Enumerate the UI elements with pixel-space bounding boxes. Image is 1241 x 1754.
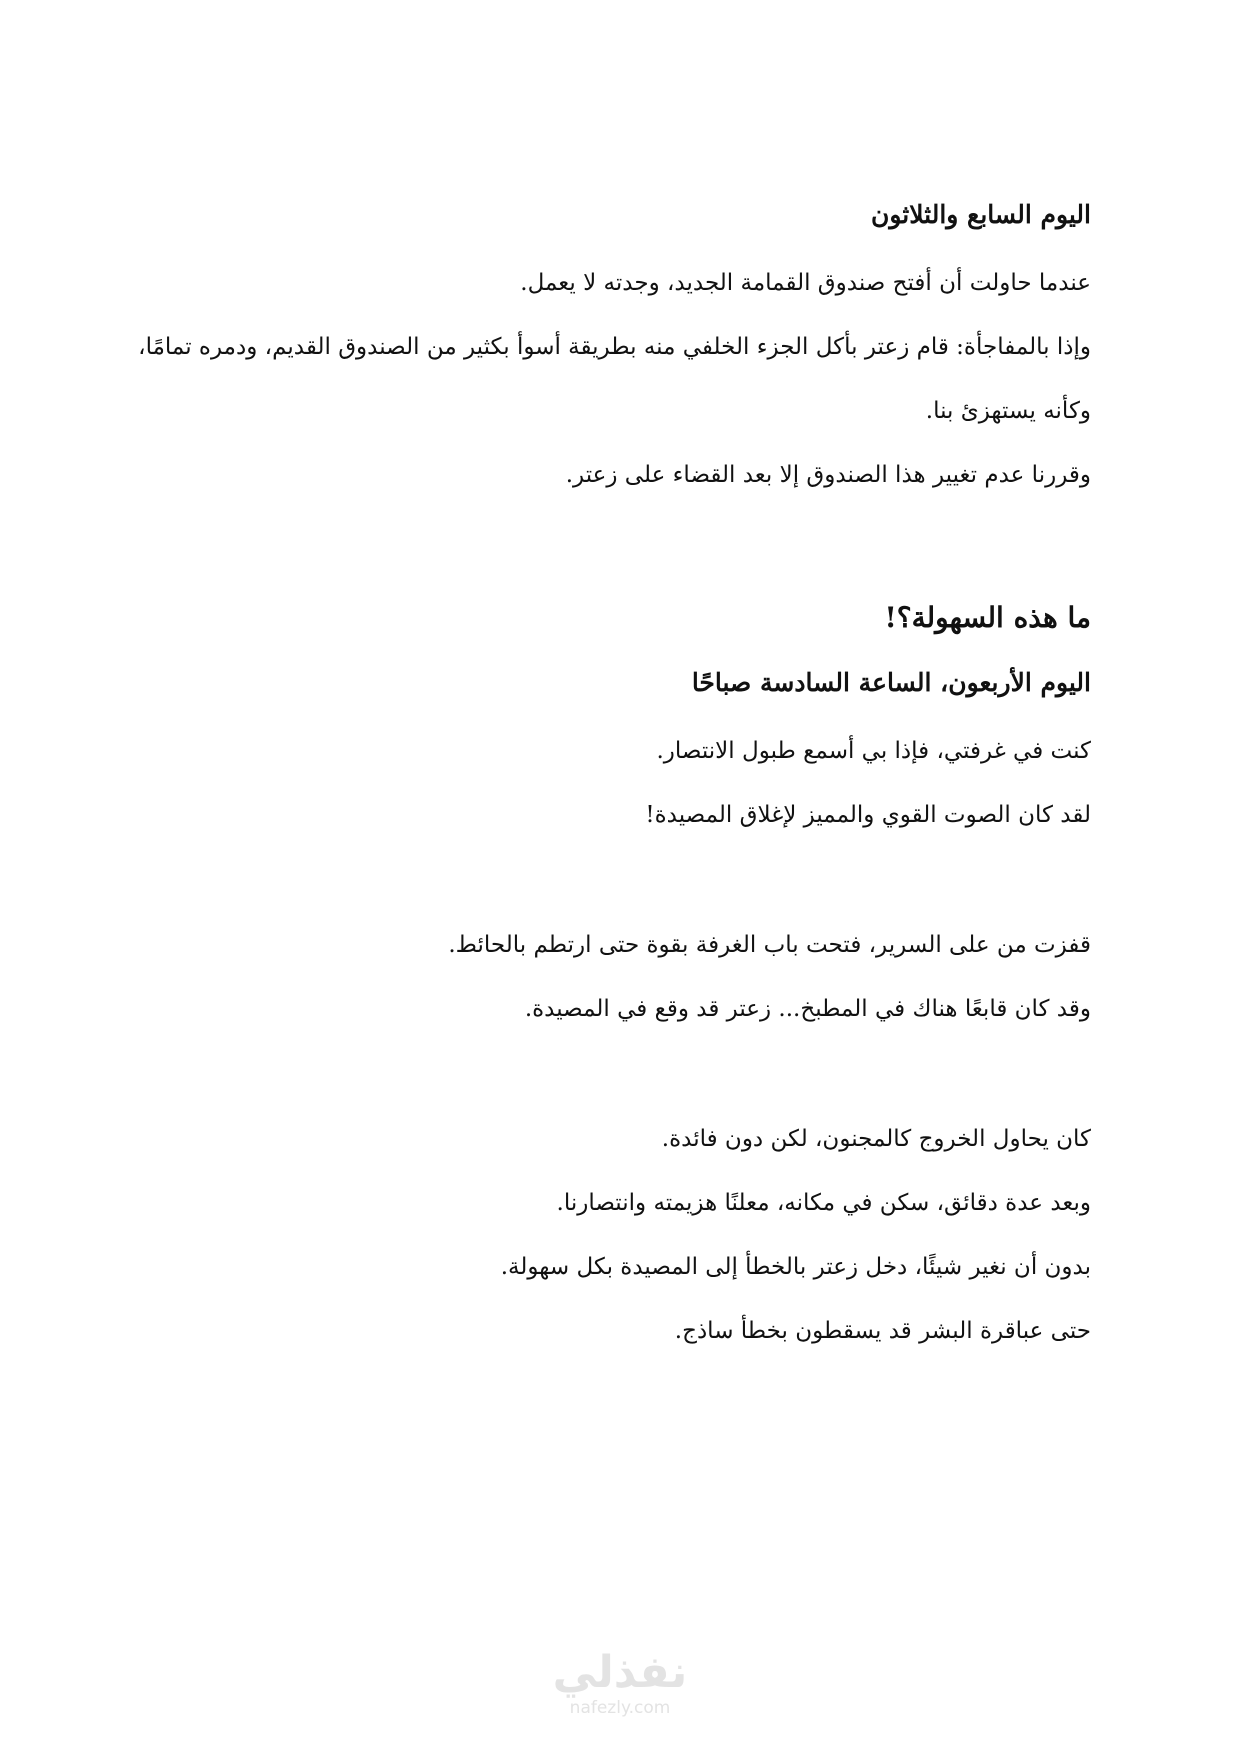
watermark-logo: نفذلي: [552, 1647, 688, 1698]
paragraph: وبعد عدة دقائق، سكن في مكانه، معلنًا هزيمته وانتصارنا.: [556, 1190, 1091, 1216]
paragraph: قفزت من على السرير، فتحت باب الغرفة بقوة حتى ارتطم بالحائط.: [448, 932, 1091, 958]
paragraph: وقررنا عدم تغيير هذا الصندوق إلا بعد القضاء على زعتر.: [565, 462, 1091, 488]
section-heading-day-40: اليوم الأربعون، الساعة السادسة صباحًا: [691, 668, 1091, 697]
paragraph: عندما حاولت أن أفتح صندوق القمامة الجديد، وجدته لا يعمل.: [520, 270, 1091, 296]
paragraph-spacer: [131, 1054, 1091, 1120]
paragraph: وقد كان قابعًا هناك في المطبخ... زعتر قد وقع في المصيدة.: [524, 996, 1091, 1022]
paragraph: لقد كان الصوت القوي والمميز لإغلاق المصيدة!: [645, 802, 1091, 828]
paragraph-spacer: [131, 860, 1091, 926]
paragraph: كان يحاول الخروج كالمجنون، لكن دون فائدة.: [661, 1126, 1091, 1152]
paragraph: بدون أن نغير شيئًا، دخل زعتر بالخطأ إلى المصيدة بكل سهولة.: [500, 1254, 1091, 1280]
section-spacer: [131, 520, 1091, 598]
watermark-url: nafezly.com: [569, 1698, 671, 1718]
nafezly-watermark: [540, 1648, 700, 1718]
paragraph: وكأنه يستهزئ بنا.: [925, 398, 1091, 424]
paragraph: حتى عباقرة البشر قد يسقطون بخطأ ساذج.: [674, 1318, 1091, 1344]
paragraph: كنت في غرفتي، فإذا بي أسمع طبول الانتصار.: [656, 738, 1091, 764]
chapter-title: ما هذه السهولة؟!: [884, 601, 1091, 634]
paragraph: وإذا بالمفاجأة: قام زعتر بأكل الجزء الخلفي منه بطريقة أسوأ بكثير من الصندوق القديم، ودمره تمامًا،: [138, 334, 1091, 360]
page-content: [131, 196, 1091, 1376]
section-heading-day-37: اليوم السابع والثلاثون: [871, 200, 1091, 229]
